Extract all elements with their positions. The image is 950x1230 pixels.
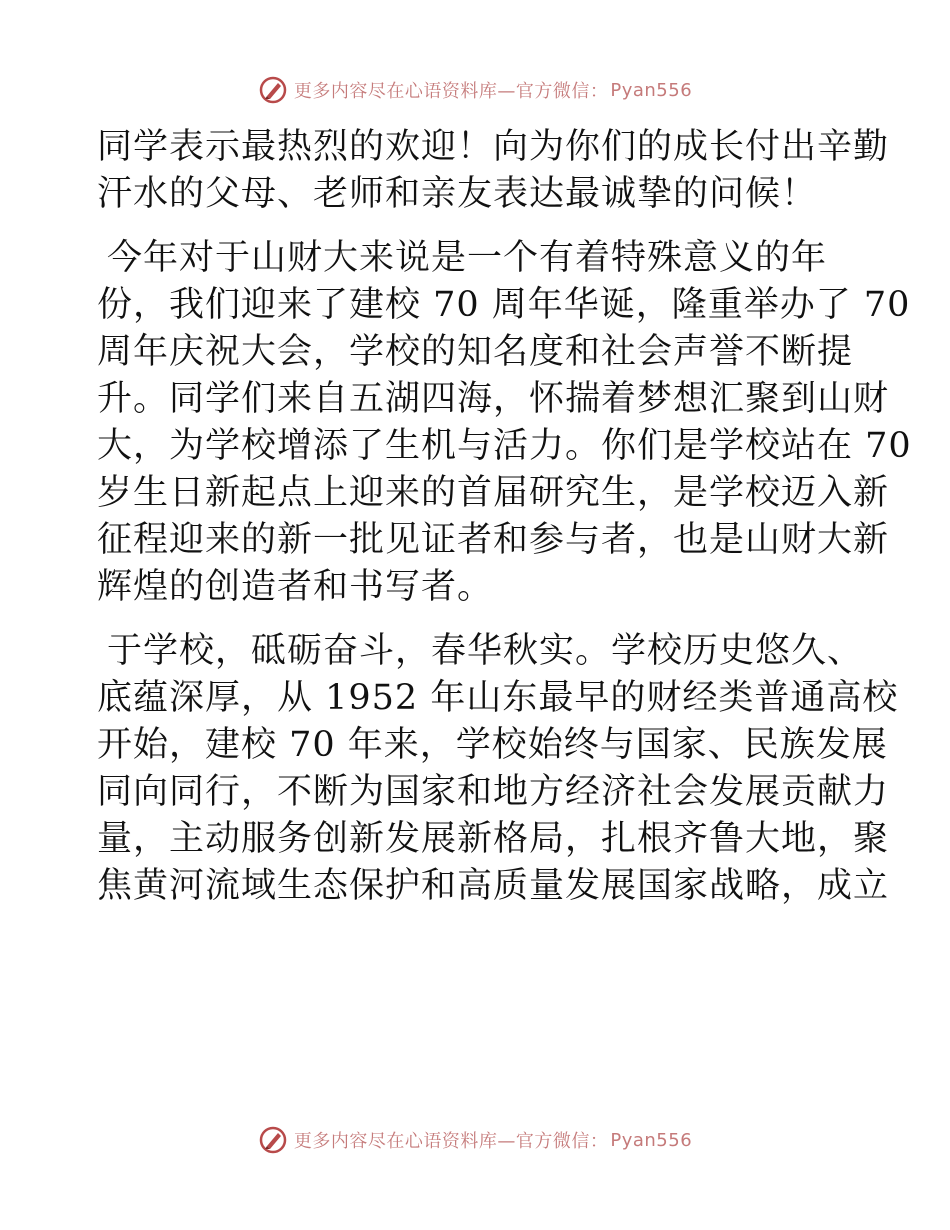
document-body (97, 124, 912, 910)
text-line: 辉煌的创造者和书写者。 (97, 567, 494, 607)
watermark-wechat-id: Pyan556 (610, 79, 693, 101)
text-line: 周年庆祝大会，学校的知名度和社会声誉不断提 (97, 332, 854, 372)
watermark-text: 更多内容尽在心语资料库—官方微信： (293, 1131, 609, 1152)
text-line: 量，主动服务创新发展新格局，扎根齐鲁大地，聚 (97, 819, 890, 859)
text-line: 份，我们迎来了建校 70 周年华诞，隆重举办了 70 (97, 285, 911, 325)
paragraph (97, 628, 899, 910)
text-line: 大，为学校增添了生机与活力。你们是学校站在 70 (97, 426, 912, 466)
text-line: 汗水的父母、老师和亲友表达最诚挚的问候！ (97, 174, 818, 214)
watermark-text: 更多内容尽在心语资料库—官方微信： (293, 81, 609, 102)
text-line: 今年对于山财大来说是一个有着特殊意义的年 (107, 238, 828, 278)
text-line: 同学表示最热烈的欢迎！向为你们的成长付出辛勤 (97, 127, 890, 167)
paragraph (97, 235, 912, 611)
text-line: 同向同行，不断为国家和地方经济社会发展贡献力 (97, 772, 890, 812)
text-line: 征程迎来的新一批见证者和参与者，也是山财大新 (97, 520, 890, 560)
footer-watermark (0, 1120, 950, 1160)
text-line: 开始，建校 70 年来，学校始终与国家、民族发展 (97, 725, 888, 765)
pen-logo-icon (258, 75, 288, 105)
text-line: 焦黄河流域生态保护和高质量发展国家战略，成立 (97, 866, 890, 906)
pen-logo-icon (258, 1125, 288, 1155)
header-watermark (0, 70, 950, 110)
text-line: 升。同学们来自五湖四海，怀揣着梦想汇聚到山财 (97, 379, 890, 419)
text-line: 于学校，砥砺奋斗，春华秋实。学校历史悠久、 (107, 631, 864, 671)
text-line: 底蕴深厚，从 1952 年山东最早的财经类普通高校 (97, 678, 899, 718)
paragraph (97, 124, 890, 218)
watermark-wechat-id: Pyan556 (610, 1129, 693, 1151)
text-line: 岁生日新起点上迎来的首届研究生，是学校迈入新 (97, 473, 890, 513)
